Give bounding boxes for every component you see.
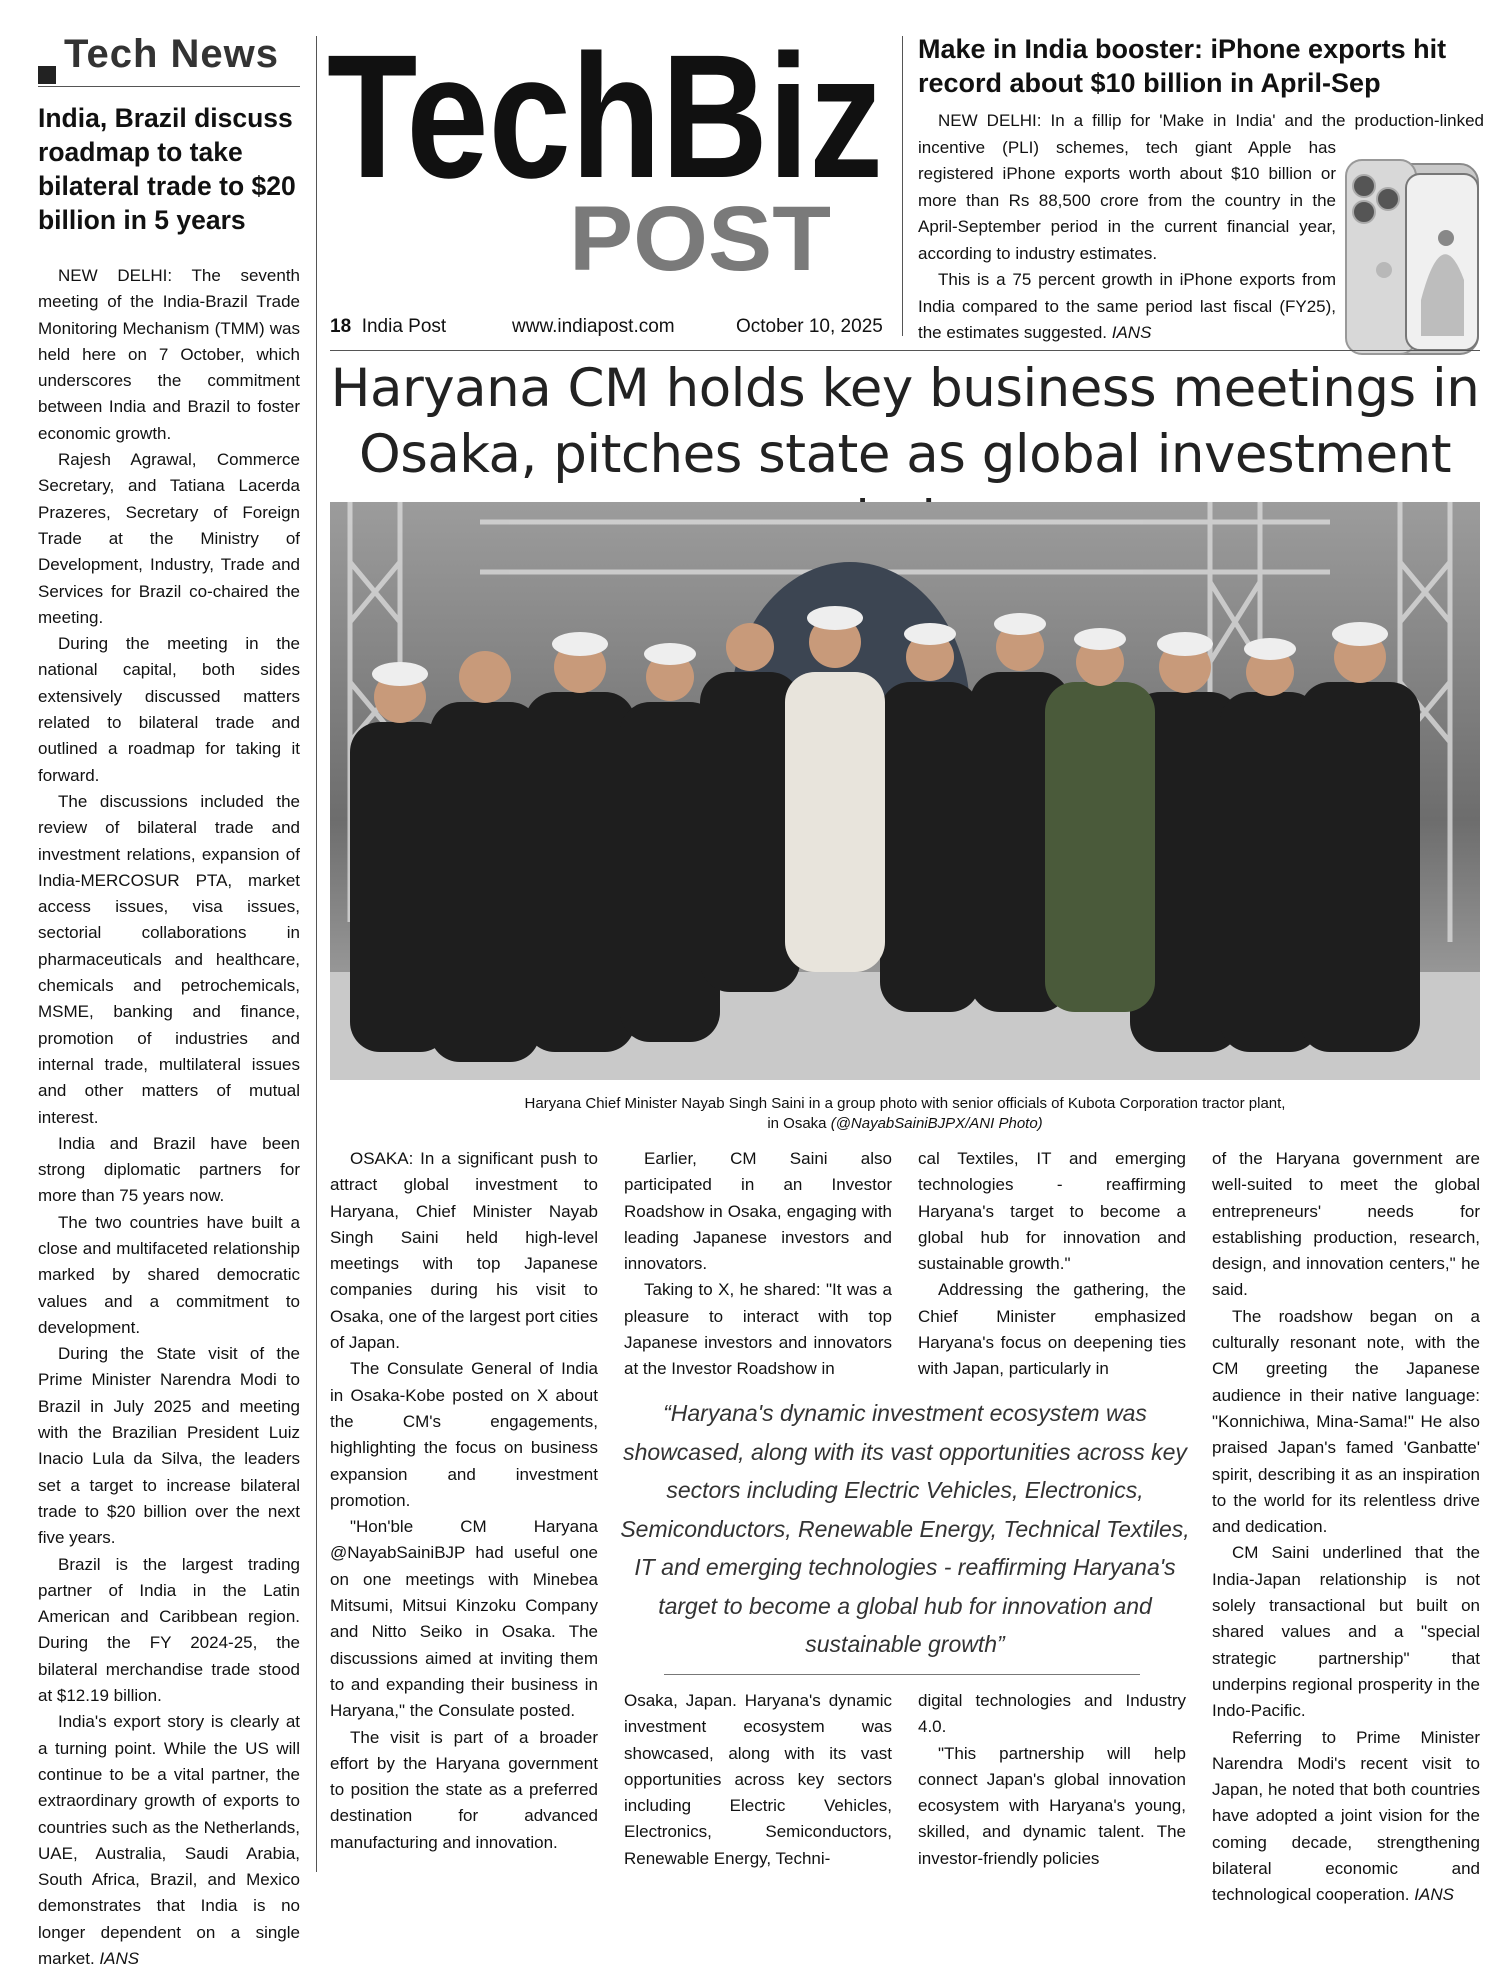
main-column-4: [1212, 1146, 1480, 1909]
iphone-story: [918, 32, 1484, 362]
website: www.indiapost.com: [512, 316, 675, 337]
main-column-3-top: [918, 1146, 1186, 1383]
main-paragraph: cal Textiles, IT and emerging technologies - reaffirming Haryana's target to become a global hub for innovation and sustainable growth.": [918, 1149, 1186, 1274]
pull-quote-rule: [664, 1674, 1140, 1675]
main-paragraph: The roadshow began on a culturally resonant note, with the CM greeting the Japanese audience in their native language: "Konnichiwa, Mina-Sama!" He also praised Japan's famed 'Ganbatte' spirit, describing it as an inspiration to the world for its relentless drive and dedication.: [1212, 1306, 1480, 1537]
left-paragraph: India and Brazil have been strong diplomatic partners for more than 75 years now.: [38, 1133, 300, 1206]
left-credit: IANS: [99, 1949, 140, 1968]
left-paragraph: During the State visit of the Prime Minister Narendra Modi to Brazil in July 2025 and meeting with the Brazilian President Luiz Inacio Lula da Silva, the leaders set a target to increase bilateral trade to $20 billion over the next five years.: [38, 1344, 300, 1548]
main-last-paragraph: Referring to Prime Minister Narendra Modi's recent visit to Japan, he noted that both countries have adopted a joint vision for the coming decade, strengthening bilateral economic and technological cooperation.: [1212, 1727, 1480, 1905]
iphone-photo: [1346, 160, 1484, 358]
photo-credit: (@NayabSainiBJPX/ANI Photo): [830, 1115, 1043, 1132]
main-column-3-bottom: [918, 1688, 1186, 1872]
pull-quote: “Haryana's dynamic investment ecosystem was showcased, along with its vast opportunities across key sectors including Electric Vehicles, Electronics, Semiconductors, Renewable Energy, Technical Textiles, IT and emerging technologies - reaffirming Haryana's target to become a global hub for innovation and sustainable growth”: [620, 1400, 1190, 1657]
left-paragraph: [38, 1709, 300, 1972]
group-photo: [330, 502, 1480, 1080]
iphone-article-body: [918, 108, 1484, 347]
main-paragraph: Earlier, CM Saini also participated in an Investor Roadshow in Osaka, engaging with leading Japanese investors and innovators.: [624, 1149, 892, 1274]
caption-line: [330, 1114, 1480, 1134]
left-paragraph: NEW DELHI: The seventh meeting of the India-Brazil Trade Monitoring Mechanism (TMM) was held here on 7 October, which underscores the commitment between India and Brazil to foster economic growth.: [38, 266, 300, 443]
main-paragraph: The visit is part of a broader effort by the Haryana government to position the state as a preferred destination for advanced manufacturing and innovation.: [330, 1727, 598, 1852]
main-paragraph: [1212, 1725, 1480, 1909]
main-paragraph: Taking to X, he shared: "It was a pleasure to interact with top Japanese investors and innovators at the Investor Roadshow in: [624, 1280, 892, 1379]
left-paragraph: Rajesh Agrawal, Commerce Secretary, and Tatiana Lacerda Prazeres, Secretary of Foreign Trade at the Ministry of Development, Industry, Trade and Services for Brazil co-chaired the meeting.: [38, 450, 300, 627]
main-column-2-top: [624, 1146, 892, 1383]
left-headline: India, Brazil discuss roadmap to take bilateral trade to $20 billion in 5 years: [38, 103, 296, 235]
iphone-credit: IANS: [1111, 323, 1152, 342]
caption-location: in Osaka: [767, 1115, 827, 1132]
left-paragraph: The discussions included the review of bilateral trade and investment relations, expansion of India-MERCOSUR PTA, market access issues, visa issues, sectorial collaborations in pharmaceuticals and healthcare, chemicals and petrochemicals, MSME, banking and finance, promotion of industries and internal trade, multilateral issues and other matters of mutual interest.: [38, 791, 300, 1127]
main-column-1: [330, 1146, 598, 1856]
main-paragraph: The Consulate General of India in Osaka-Kobe posted on X about the CM's engagements, highlighting the focus on business expansion and investment promotion.: [330, 1359, 598, 1510]
main-paragraph: of the Haryana government are well-suited to meet the global entrepreneurs' needs for establishing production, research, design, and innovation centers," he said.: [1212, 1149, 1480, 1300]
page-folio: [330, 316, 446, 338]
page-number: 18: [330, 316, 352, 337]
left-paragraph: During the meeting in the national capital, both sides extensively discussed matters related to bilateral trade and outlined a roadmap for taking it forward.: [38, 634, 300, 785]
main-paragraph: "Hon'ble CM Haryana @NayabSainiBJP had useful one on one meetings with Minebea Mitsumi, Mitsui Kinzoku Company and Nitto Seiko in Osaka. The discussions aimed at inviting them to and expanding their business in Haryana," the Consulate posted.: [330, 1517, 598, 1721]
main-headline: Haryana CM holds key business meetings in Osaka, pitches state as global investment: [330, 358, 1480, 485]
main-paragraph: "This partnership will help connect Japan's global innovation ecosystem with Haryana's young, skilled, and dynamic talent. The investor-friendly policies: [918, 1743, 1186, 1868]
publication-name: India Post: [361, 316, 447, 337]
photo-caption: [330, 1094, 1480, 1134]
section-label-text: Tech News: [64, 32, 279, 76]
column-rule: [316, 36, 317, 1872]
caption-line: Haryana Chief Minister Nayab Singh Saini in a group photo with senior officials of Kubota Corporation tractor plant,: [524, 1095, 1286, 1112]
section-label: [38, 30, 300, 87]
left-paragraph: The two countries have built a close and multifaceted relationship marked by shared democratic values and a commitment to development.: [38, 1212, 300, 1337]
left-last-paragraph: India's export story is clearly at a turning point. While the US will continue to be a vital partner, the extraordinary growth of exports to countries such as the Netherlands, UAE, Australia, Saudi Arabia, South Africa, Brazil, and Mexico demonstrates that India is no longer dependent on a single market.: [38, 1712, 300, 1968]
column-rule: [902, 36, 903, 336]
main-credit: IANS: [1414, 1885, 1454, 1905]
masthead-logo: [320, 19, 890, 290]
iphone-paragraph-text: This is a 75 percent growth in iPhone exports from India compared to the same period last fiscal (FY25), the estimates suggested.: [918, 270, 1336, 342]
main-column-2-bottom: [624, 1688, 892, 1872]
logo-techbiz: TechBiz: [327, 19, 883, 215]
iphone-headline: Make in India booster: iPhone exports hit record about $10 billion in April-Sep: [918, 34, 1447, 98]
main-paragraph: Addressing the gathering, the Chief Minister emphasized Haryana's focus on deepening ties with Japan, particularly in: [918, 1280, 1186, 1379]
main-paragraph: OSAKA: In a significant push to attract global investment to Haryana, Chief Minister Nayab Singh Saini held high-level meetings with top Japanese companies during his visit to Osaka, one of the largest port cities of Japan.: [330, 1149, 598, 1353]
iphone-paragraph: NEW DELHI: In a fillip for 'Make in India' and the production-linked incentive (PLI) schemes, tech giant Apple has registered iPhone exports worth about $10 billion or more than Rs 88,500 crore from the country in the April-September period in the current financial year, according to industry estimates.: [918, 111, 1484, 263]
left-article-body: [38, 263, 300, 1972]
masthead-rule: [330, 350, 1480, 351]
logo-post: POST: [569, 188, 831, 290]
section-bullet-icon: [38, 66, 56, 84]
main-paragraph: digital technologies and Industry 4.0.: [918, 1691, 1186, 1737]
main-paragraph: Osaka, Japan. Haryana's dynamic investment ecosystem was showcased, along with its vast opportunities across key sectors including Electric Vehicles, Electronics, Semiconductors, Renewable Energy, Techni-: [624, 1691, 892, 1868]
main-paragraph: CM Saini underlined that the India-Japan relationship is not solely transactional but built on shared values and a "special strategic partnership" that underpins regional prosperity in the Indo-Pacific.: [1212, 1543, 1480, 1721]
left-paragraph: Brazil is the largest trading partner of India in the Latin American and Caribbean region. During the FY 2024-25, the bilateral merchandise trade stood at $12.19 billion.: [38, 1554, 300, 1706]
tech-news-column: [38, 30, 300, 1972]
issue-date: October 10, 2025: [736, 316, 883, 337]
